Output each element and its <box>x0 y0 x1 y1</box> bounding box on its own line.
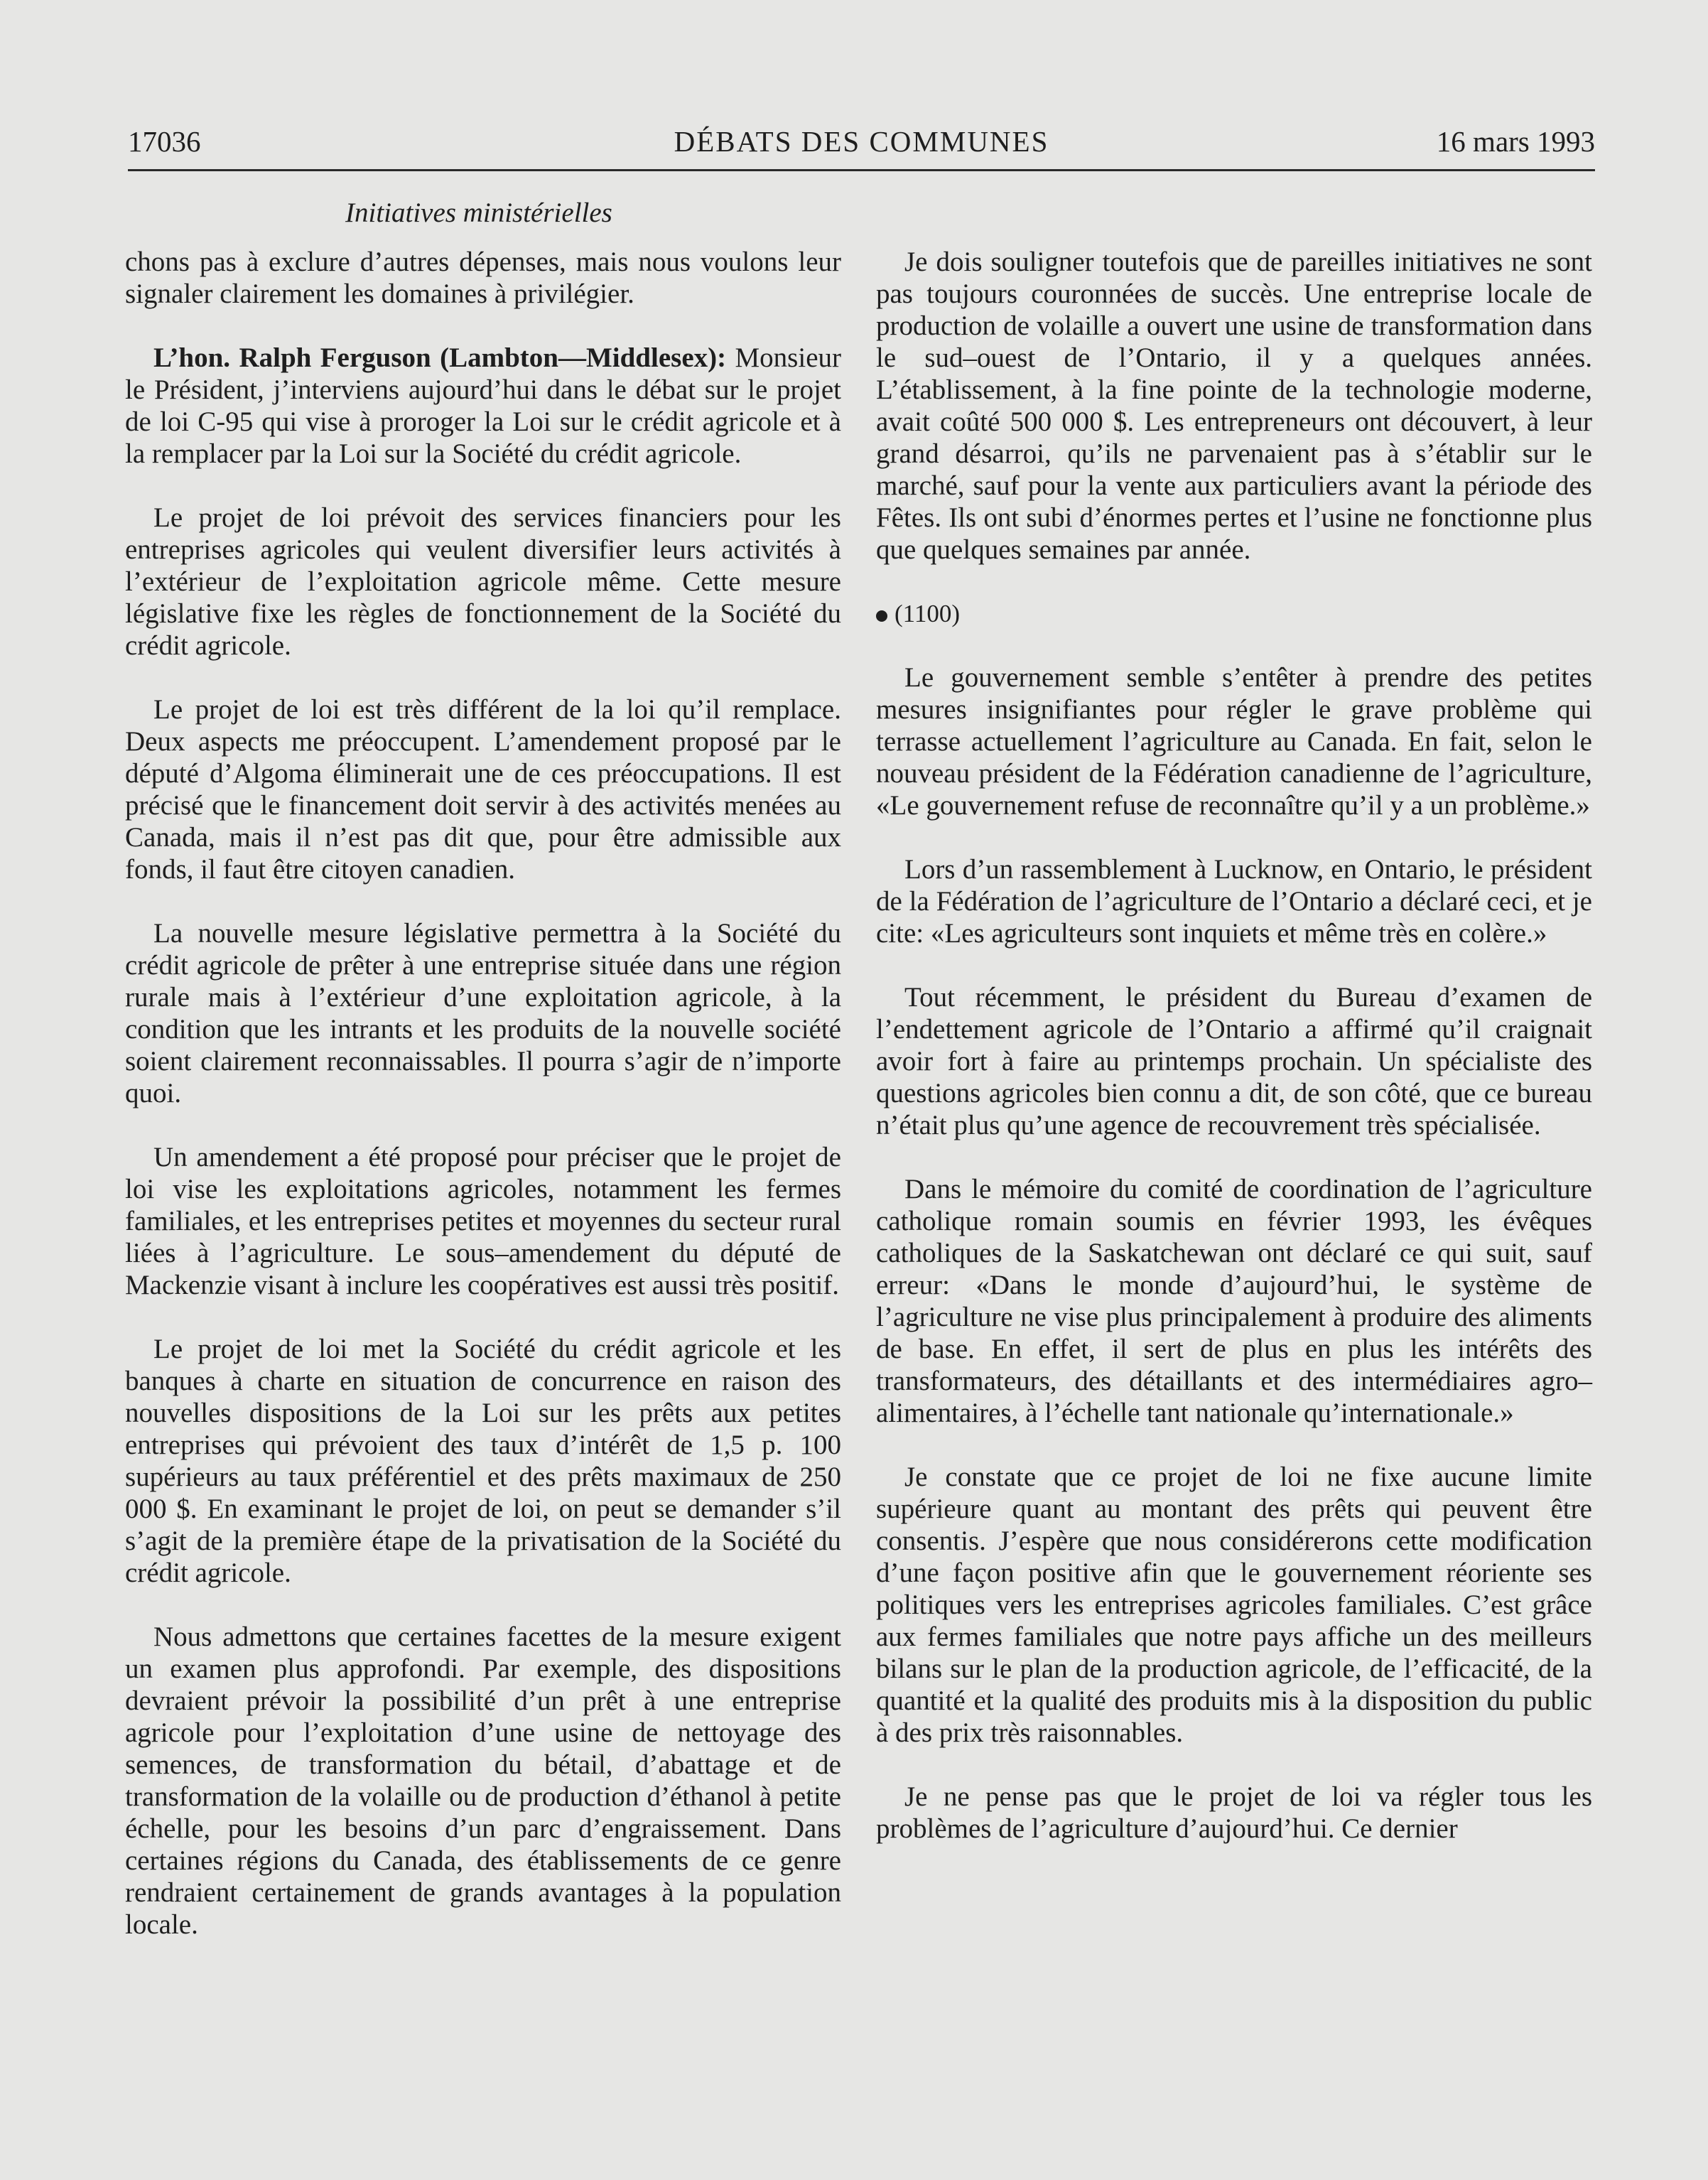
paragraph: Dans le mémoire du comité de coordination de l’agriculture catholique romain soumis en février 1993, les évêques catholiques de la Saskatchewan ont déclaré ce qui suit, sauf erreur: «Dans le monde d’aujourd’hui, le système de l’agriculture ne vise plus principalement à produire des aliments de base. En effet, il sert de plus en plus les intérêts des transformateurs, des détaillants et des intermédiaires agro–alimentaires, à l’échelle tant nationale qu’internationale.» <box>876 1174 1592 1428</box>
time-marker <box>876 598 1592 630</box>
paragraph: La nouvelle mesure législative permettra à la Société du crédit agricole de prêter à une entreprise située dans une région rurale mais à l’extérieur d’une exploitation agricole, à la condition que les intrants et les produits de la nouvelle société soient clairement reconnaissables. Il pourra s’agir de n’importe quoi. <box>125 918 841 1108</box>
page-date: 16 mars 1993 <box>1436 125 1595 158</box>
paragraph: Lors d’un rassemblement à Lucknow, en Ontario, le président de la Fédération de l’agriculture de l’Ontario a déclaré ceci, et je cite: «Les agriculteurs sont inquiets et même très en colère.» <box>876 854 1592 949</box>
page-number: 17036 <box>128 125 201 158</box>
bullet-icon <box>876 610 887 622</box>
paragraph: Je ne pense pas que le projet de loi va régler tous les problèmes de l’agriculture d’aujourd’hui. Ce dernier <box>876 1781 1592 1844</box>
speaker-paragraph <box>125 342 841 470</box>
speaker-name: L’hon. Ralph Ferguson (Lambton—Middlesex): <box>153 342 727 373</box>
left-column <box>125 246 841 1973</box>
section-heading: Initiatives ministérielles <box>345 198 612 228</box>
paragraph: Le gouvernement semble s’entêter à prendre des petites mesures insignifiantes pour régler le grave problème qui terrasse actuellement l’agriculture au Canada. En fait, selon le nouveau président de la Fédération canadienne de l’agriculture, «Le gouvernement refuse de reconnaître qu’il y a un problème.» <box>876 662 1592 821</box>
paragraph: Nous admettons que certaines facettes de la mesure exigent un examen plus approfondi. Par exemple, des dispositions devraient prévoir la possibilité d’un prêt à une entreprise agricole pour l’exploitation d’une usine de nettoyage des semences, de transformation du bétail, d’abattage et de transformation de la volaille ou de production d’éthanol à petite échelle, pour les besoins d’un parc d’engraissement. Dans certaines régions du Canada, des établissements de ce genre rendraient certainement de grands avantages à la population locale. <box>125 1621 841 1940</box>
paragraph: Un amendement a été proposé pour préciser que le projet de loi vise les exploitations agricoles, notamment les fermes familiales, et les entreprises petites et moyennes du secteur rural liées à l’agriculture. Le sous–amendement du député de Mackenzie visant à inclure les coopératives est aussi très positif. <box>125 1142 841 1300</box>
page-header <box>128 119 1595 171</box>
paragraph: chons pas à exclure d’autres dépenses, mais nous voulons leur signaler clairement les domaines à privilégier. <box>125 247 841 309</box>
paragraph: Le projet de loi met la Société du crédit agricole et les banques à charte en situation de concurrence en raison des nouvelles dispositions de la Loi sur les prêts aux petites entreprises qui prévoient des taux d’intérêt de 1,5 p. 100 supérieurs au taux préférentiel et des prêts maximaux de 250 000 $. En examinant le projet de loi, on peut se demander s’il s’agit de la première étape de la privatisation de la Société du crédit agricole. <box>125 1334 841 1588</box>
paragraph: Je dois souligner toutefois que de pareilles initiatives ne sont pas toujours couronnées de succès. Une entreprise locale de production de volaille a ouvert une usine de transformation dans le sud–ouest de l’Ontario, il y a quelques années. L’établissement, à la fine pointe de la technologie moderne, avait coûté 500 000 $. Les entrepreneurs ont découvert, à leur grand désarroi, qu’ils ne parvenaient pas à s’établir sur le marché, sauf pour la vente aux particuliers avant la période des Fêtes. Ils ont subi d’énormes pertes et l’usine ne fonctionne plus que quelques semaines par année. <box>876 247 1592 565</box>
time-marker-text: (1100) <box>894 600 961 627</box>
right-column <box>876 246 1592 1877</box>
publication-title: DÉBATS DES COMMUNES <box>674 125 1049 158</box>
paragraph: Tout récemment, le président du Bureau d’examen de l’endettement agricole de l’Ontario a affirmé qu’il craignait avoir fort à faire au printemps prochain. Un spécialiste des questions agricoles bien connu a dit, de son côté, que ce bureau n’était plus qu’une agence de recouvrement très spécialisée. <box>876 982 1592 1140</box>
paragraph: Le projet de loi prévoit des services financiers pour les entreprises agricoles qui veulent diversifier leurs activités à l’extérieur de l’exploitation agricole même. Cette mesure législative fixe les règles de fonctionnement de la Société du crédit agricole. <box>125 502 841 661</box>
paragraph: Le projet de loi est très différent de la loi qu’il remplace. Deux aspects me préoccupent. L’amendement proposé par le député d’Algoma éliminerait une de ces préoccupations. Il est précisé que le financement doit servir à des activités menées au Canada, mais il n’est pas dit que, pour être admissible aux fonds, il faut être citoyen canadien. <box>125 694 841 885</box>
speech-text: Monsieur le Président, j’interviens aujourd’hui dans le débat sur le projet de loi C-95 qui vise à proroger la Loi sur le crédit agricole et à la remplacer par la Loi sur la Société du crédit agricole. <box>125 342 841 469</box>
paragraph: Je constate que ce projet de loi ne fixe aucune limite supérieure quant au montant des prêts qui peuvent être consentis. J’espère que nous considérerons cette modification d’une façon positive afin que le gouvernement réoriente ses politiques vers les entreprises agricoles familiales. C’est grâce aux fermes familiales que notre pays affiche un des meilleurs bilans sur le plan de la production agricole, de l’efficacité, de la quantité et la qualité des produits mis à la disposition du public à des prix très raisonnables. <box>876 1462 1592 1748</box>
